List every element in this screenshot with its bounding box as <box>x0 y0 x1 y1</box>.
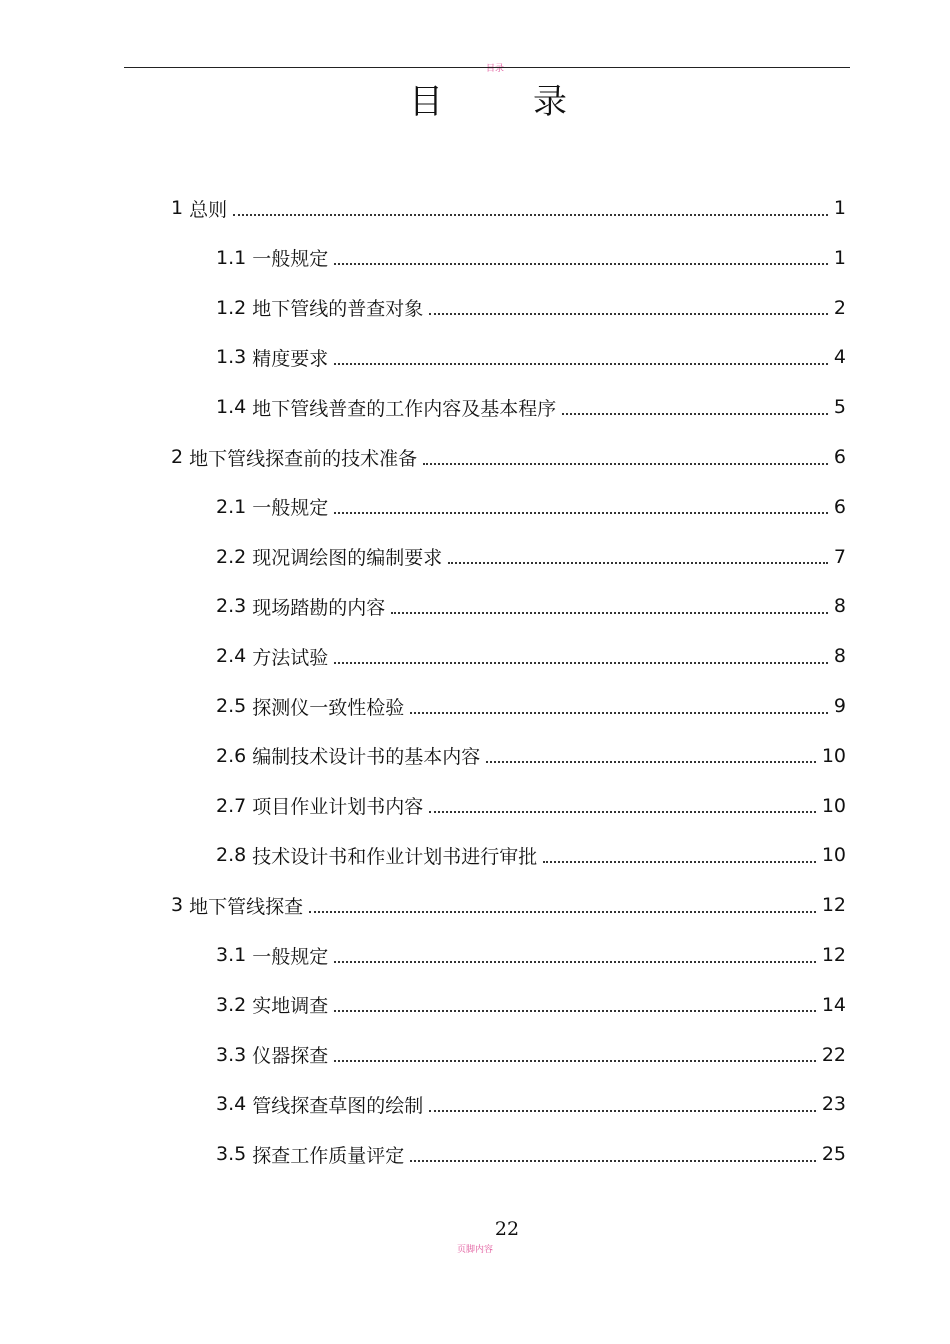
toc-entry-title: 现场踏勘的内容 <box>252 596 386 619</box>
toc-entry[interactable] <box>216 537 846 577</box>
toc-leader-dots <box>334 1009 816 1012</box>
toc-entry-number: 1.2 <box>216 296 253 319</box>
toc-leader-dots <box>334 511 828 514</box>
toc-entry[interactable] <box>216 736 846 776</box>
toc-leader-dots <box>448 561 828 564</box>
toc-entry-title: 一般规定 <box>252 497 329 520</box>
toc-entry-page: 2 <box>833 296 846 319</box>
toc-entry-title: 实地调查 <box>252 995 329 1018</box>
toc-entry[interactable] <box>216 387 846 427</box>
toc-entry[interactable] <box>216 835 846 875</box>
toc-leader-dots <box>309 910 816 913</box>
toc-entry[interactable] <box>216 238 846 278</box>
header-mark: 目录 <box>485 64 504 74</box>
toc-entry-title: 地下管线的普查对象 <box>252 298 424 321</box>
toc-entry[interactable] <box>216 1084 846 1124</box>
toc-entry[interactable] <box>216 487 846 527</box>
toc-entry-page: 7 <box>833 545 846 568</box>
toc-entry-title: 地下管线探查 <box>189 895 304 918</box>
toc-entry-number: 2.4 <box>216 645 253 668</box>
toc-leader-dots <box>486 760 816 763</box>
toc-entry-number: 2.2 <box>216 545 253 568</box>
toc-entry-page: 12 <box>821 944 846 966</box>
toc-entry-number: 3.2 <box>216 993 253 1016</box>
toc-entry-title: 管线探查草图的绘制 <box>252 1094 424 1117</box>
toc-entry-page: 4 <box>833 346 846 369</box>
toc-entry-title: 现况调绘图的编制要求 <box>252 547 443 570</box>
toc-entry-number: 1.3 <box>216 346 253 369</box>
toc-entry-title: 技术设计书和作业计划书进行审批 <box>252 845 538 868</box>
toc-entry-number: 1 <box>171 197 190 219</box>
toc-entry-number: 3.4 <box>216 1093 253 1116</box>
toc-entry[interactable] <box>216 1035 846 1075</box>
toc-entry[interactable] <box>171 885 846 925</box>
toc-entry-page: 14 <box>821 993 846 1016</box>
toc-entry-page: 6 <box>833 446 846 468</box>
footer-page-number: 22 <box>494 1218 520 1240</box>
toc-entry-page: 23 <box>821 1093 846 1116</box>
toc-leader-dots <box>429 810 816 813</box>
toc-entry-title: 项目作业计划书内容 <box>252 796 424 819</box>
footer-mark: 页脚内容 <box>456 1245 493 1255</box>
toc-entry[interactable] <box>216 337 846 377</box>
toc-entry-number: 1.4 <box>216 396 253 419</box>
toc-entry-number: 3 <box>171 894 190 917</box>
toc-leader-dots <box>543 860 816 863</box>
toc-entry-title: 仪器探查 <box>252 1045 329 1068</box>
header-rule <box>124 67 850 68</box>
toc-leader-dots <box>562 412 828 415</box>
toc-entry[interactable] <box>216 686 846 726</box>
toc-entry[interactable] <box>216 786 846 826</box>
toc-leader-dots <box>334 262 828 265</box>
toc-entry-title: 探测仪一致性检验 <box>252 696 405 719</box>
toc-entry[interactable] <box>171 437 846 477</box>
toc-entry-title: 精度要求 <box>252 347 329 370</box>
toc-entry-number: 2 <box>171 446 190 468</box>
toc-entry-number: 2.3 <box>216 595 253 618</box>
toc-entry-page: 10 <box>821 744 846 767</box>
toc-entry-page: 10 <box>821 844 846 867</box>
toc-leader-dots <box>334 661 828 664</box>
toc-entry-number: 1.1 <box>216 246 253 269</box>
toc-entry[interactable] <box>216 1134 846 1174</box>
toc-entry-number: 2.1 <box>216 495 253 518</box>
toc-entry-number: 2.6 <box>216 744 253 767</box>
toc-entry-page: 1 <box>833 197 846 219</box>
toc-entry-page: 5 <box>833 396 846 419</box>
toc-entry[interactable] <box>171 188 846 228</box>
toc-leader-dots <box>334 362 828 365</box>
toc-leader-dots <box>233 213 828 216</box>
toc-leader-dots <box>410 1159 816 1162</box>
toc-entry-title: 地下管线探查前的技术准备 <box>189 447 418 470</box>
toc-leader-dots <box>423 462 828 465</box>
title-char-1: 目 <box>409 82 443 122</box>
toc-entry-title: 地下管线普查的工作内容及基本程序 <box>252 397 557 420</box>
toc-leader-dots <box>334 960 816 963</box>
toc-entry-title: 方法试验 <box>252 646 329 669</box>
toc-entry-page: 8 <box>833 595 846 618</box>
toc-entry-number: 3.3 <box>216 1043 253 1066</box>
toc-entry-page: 10 <box>821 794 846 817</box>
toc-entry-number: 3.1 <box>216 944 253 966</box>
toc-entry-title: 一般规定 <box>252 945 329 968</box>
toc-leader-dots <box>334 1059 816 1062</box>
toc-entry-title: 探查工作质量评定 <box>252 1144 405 1167</box>
toc-entry-title: 总则 <box>189 198 228 221</box>
toc-entry-page: 12 <box>821 894 846 917</box>
toc-entry-number: 2.8 <box>216 844 253 867</box>
toc-entry-page: 9 <box>833 695 846 717</box>
title-char-2: 录 <box>533 82 567 122</box>
toc-entry-title: 一般规定 <box>252 248 329 271</box>
toc-entry[interactable] <box>216 935 846 975</box>
toc-entry-number: 2.5 <box>216 695 253 717</box>
toc-leader-dots <box>391 611 828 614</box>
toc-entry-number: 2.7 <box>216 794 253 817</box>
toc-entry[interactable] <box>216 288 846 328</box>
toc-entry-page: 1 <box>833 246 846 269</box>
toc-entry-number: 3.5 <box>216 1143 253 1166</box>
toc-entry-page: 8 <box>833 645 846 668</box>
toc-entry[interactable] <box>216 586 846 626</box>
toc-leader-dots <box>410 711 828 714</box>
toc-leader-dots <box>429 1109 816 1112</box>
toc-entry-page: 22 <box>821 1043 846 1066</box>
toc-entry-title: 编制技术设计书的基本内容 <box>252 746 481 769</box>
toc-entry-page: 6 <box>833 495 846 518</box>
toc-entry[interactable] <box>216 985 846 1025</box>
page-title <box>0 74 950 123</box>
toc-leader-dots <box>429 312 828 315</box>
toc-entry-page: 25 <box>821 1143 846 1166</box>
toc-entry[interactable] <box>216 636 846 676</box>
